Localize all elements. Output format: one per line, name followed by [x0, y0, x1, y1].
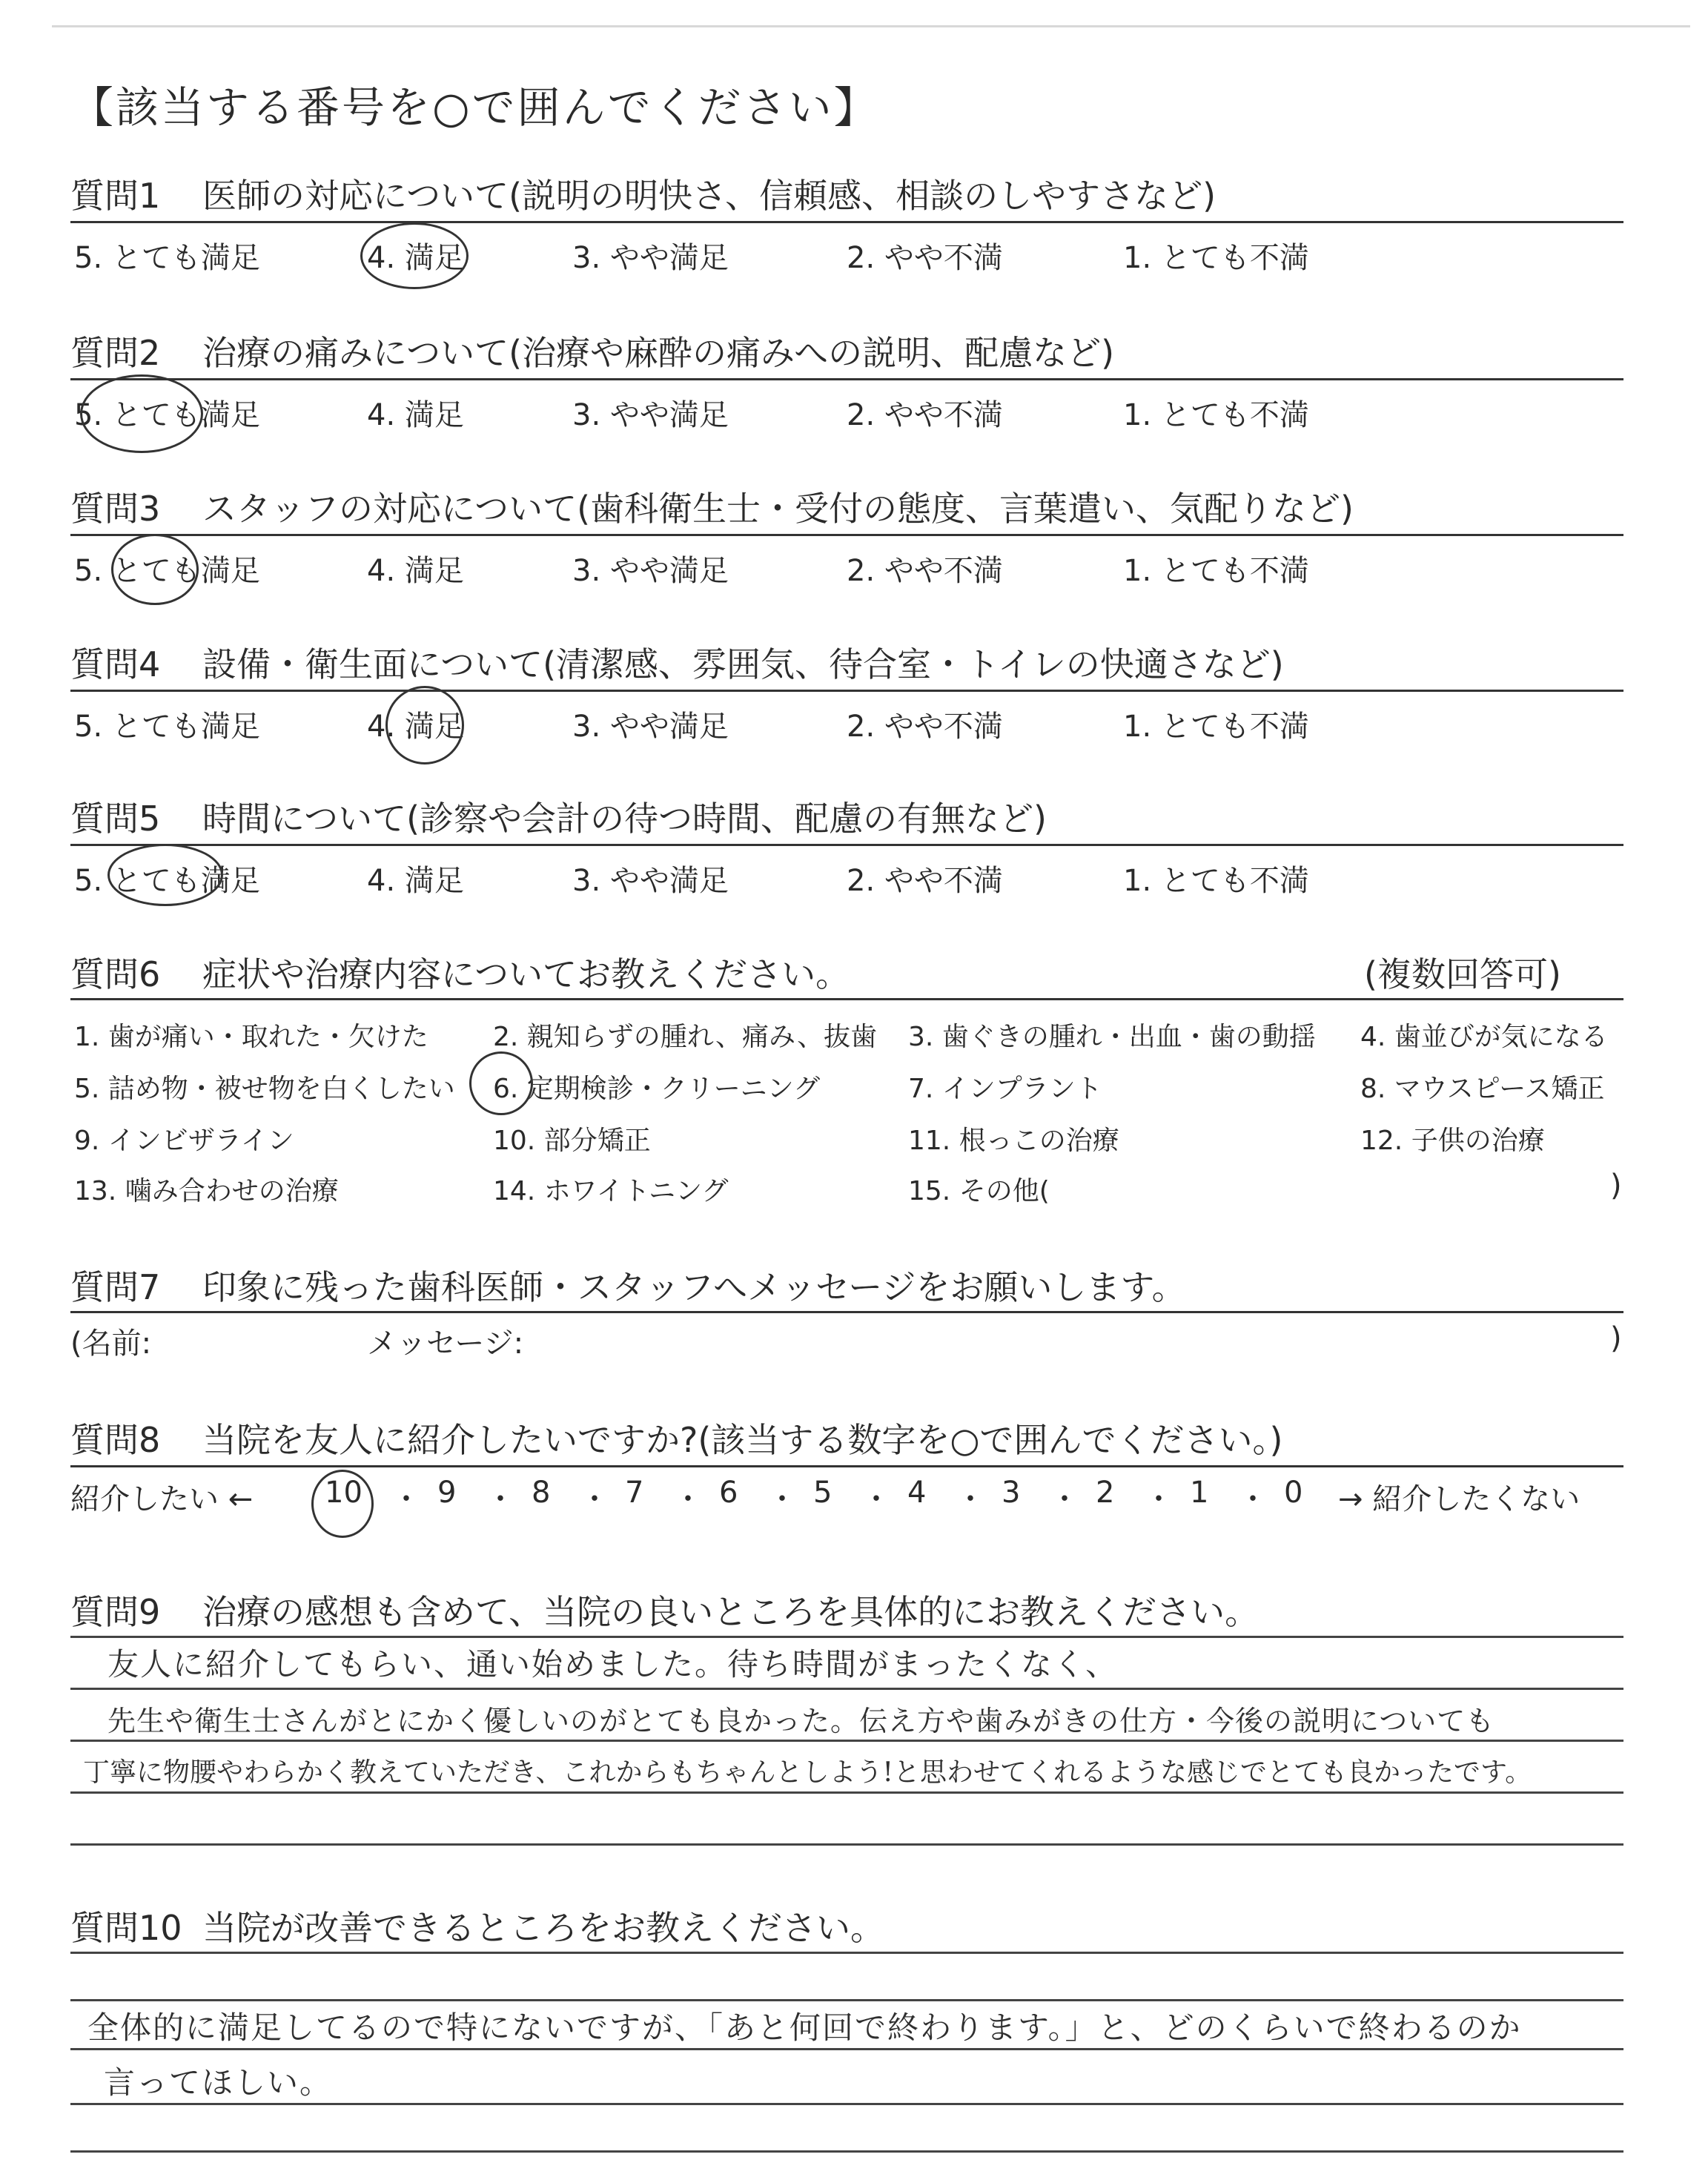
answer-rule: [70, 2048, 1623, 2050]
option-2[interactable]: 2. やや不満: [847, 554, 1003, 588]
answer-line-3: 丁寧に物腰やわらかく教えていただき、これからもちゃんとしよう!と思わせてくれるような感じでとても良かったです。: [83, 1757, 1532, 1788]
option-2[interactable]: 2. やや不満: [847, 864, 1003, 898]
question-label: 質問1: [70, 176, 161, 216]
scale-3[interactable]: 3: [1002, 1476, 1021, 1510]
scale-8[interactable]: 8: [532, 1476, 551, 1510]
question-1: [70, 169, 1627, 218]
question-label: 質問8: [70, 1420, 161, 1460]
option-2[interactable]: 2. やや不満: [847, 241, 1003, 275]
symptom-option-10[interactable]: 10. 部分矯正: [493, 1126, 651, 1156]
question-8: [70, 1413, 1627, 1462]
option-3[interactable]: 3. やや満足: [572, 398, 729, 432]
scale-dot: ・: [1238, 1482, 1268, 1516]
answer-rule: [70, 1791, 1623, 1794]
question-rule: [70, 690, 1623, 692]
option-5[interactable]: 5. とても満足: [74, 710, 260, 744]
scale-6[interactable]: 6: [719, 1476, 738, 1510]
symptom-option-8[interactable]: 8. マウスピース矯正: [1360, 1074, 1605, 1104]
scale-1[interactable]: 1: [1190, 1476, 1209, 1510]
scale-dot: ・: [1050, 1482, 1079, 1516]
scale-5[interactable]: 5: [813, 1476, 833, 1510]
question-text: スタッフの対応について(歯科衛生士・受付の態度、言葉遣い、気配りなど): [202, 489, 1354, 529]
option-3[interactable]: 3. やや満足: [572, 864, 729, 898]
answer-line-1: 友人に紹介してもらい、通い始めました。待ち時間がまったくなく、: [107, 1646, 1119, 1682]
question-label: 質問7: [70, 1267, 161, 1307]
symptom-option-5[interactable]: 5. 詰め物・被せ物を白くしたい: [74, 1074, 455, 1104]
symptom-option-12[interactable]: 12. 子供の治療: [1360, 1126, 1545, 1156]
page-title: 【該当する番号を○で囲んでください】: [70, 82, 879, 133]
scale-2[interactable]: 2: [1096, 1476, 1115, 1510]
recommend-left-label: 紹介したい ←: [70, 1482, 254, 1516]
answer-rule: [70, 2103, 1623, 2105]
symptom-option-15[interactable]: 15. その他(: [908, 1176, 1050, 1206]
top-border: [52, 25, 1690, 27]
question-7: [70, 1261, 1627, 1309]
symptom-option-3[interactable]: 3. 歯ぐきの腫れ・出血・歯の動揺: [908, 1022, 1316, 1052]
option-2[interactable]: 2. やや不満: [847, 710, 1003, 744]
selection-circle: [469, 1051, 533, 1115]
selection-circle: [107, 844, 223, 906]
other-close-paren: ): [1610, 1169, 1622, 1203]
symptom-option-9[interactable]: 9. インビザライン: [74, 1126, 294, 1156]
question-9: [70, 1585, 1627, 1634]
symptom-option-11[interactable]: 11. 根っこの治療: [908, 1126, 1119, 1156]
option-1[interactable]: 1. とても不満: [1123, 554, 1309, 588]
symptom-option-6[interactable]: 6. 定期検診・クリーニング: [493, 1074, 821, 1104]
message-label: メッセージ:: [367, 1327, 524, 1361]
question-3: [70, 482, 1627, 531]
answer-rule: [70, 1688, 1623, 1690]
question-label: 質問4: [70, 644, 161, 684]
scale-dot: ・: [767, 1482, 797, 1516]
answer-rule: [70, 1740, 1623, 1742]
answer-rule: [70, 1952, 1623, 1954]
question-text: 当院を友人に紹介したいですか?(該当する数字を○で囲んでください。): [202, 1420, 1283, 1460]
question-label: 質問10: [70, 1908, 182, 1948]
question-label: 質問6: [70, 954, 161, 994]
question-label: 質問9: [70, 1592, 161, 1632]
option-4[interactable]: 4. 満足: [367, 710, 464, 744]
option-1[interactable]: 1. とても不満: [1123, 241, 1309, 275]
answer-line-2: 言ってほしい。: [104, 2064, 333, 2101]
question-2: [70, 326, 1627, 375]
option-1[interactable]: 1. とても不満: [1123, 864, 1309, 898]
symptom-option-13[interactable]: 13. 噛み合わせの治療: [74, 1176, 339, 1206]
selection-circle: [311, 1470, 374, 1538]
question-rule: [70, 1311, 1623, 1313]
scale-7[interactable]: 7: [625, 1476, 644, 1510]
option-3[interactable]: 3. やや満足: [572, 554, 729, 588]
selection-circle: [80, 374, 203, 453]
question-text: 当院が改善できるところをお教えください。: [202, 1908, 884, 1948]
selection-circle: [360, 222, 469, 289]
question-text: 治療の痛みについて(治療や麻酔の痛みへの説明、配慮など): [202, 333, 1115, 373]
recommend-right-label: → 紹介したくない: [1338, 1482, 1580, 1516]
answer-rule: [70, 1999, 1623, 2001]
scale-10[interactable]: 10: [325, 1476, 363, 1510]
scale-dot: ・: [1144, 1482, 1174, 1516]
option-3[interactable]: 3. やや満足: [572, 710, 729, 744]
question-text: 印象に残った歯科医師・スタッフへメッセージをお願いします。: [202, 1267, 1186, 1307]
selection-circle: [111, 534, 199, 605]
question-rule: [70, 378, 1623, 380]
question-4: [70, 638, 1627, 687]
selection-circle: [385, 686, 464, 764]
scale-9[interactable]: 9: [437, 1476, 457, 1510]
question-text: 設備・衛生面について(清潔感、雰囲気、待合室・トイレの快適さなど): [202, 644, 1284, 684]
answer-rule: [70, 1636, 1623, 1638]
question-rule: [70, 998, 1623, 1000]
option-2[interactable]: 2. やや不満: [847, 398, 1003, 432]
symptom-option-1[interactable]: 1. 歯が痛い・取れた・欠けた: [74, 1022, 428, 1052]
option-5[interactable]: 5. とても満足: [74, 241, 260, 275]
question-label: 質問2: [70, 333, 161, 373]
option-4[interactable]: 4. 満足: [367, 864, 464, 898]
option-3[interactable]: 3. やや満足: [572, 241, 729, 275]
question-rule: [70, 844, 1623, 846]
scale-dot: ・: [956, 1482, 985, 1516]
question-text: 医師の対応について(説明の明快さ、信頼感、相談のしやすさなど): [202, 176, 1217, 216]
symptom-option-2[interactable]: 2. 親知らずの腫れ、痛み、抜歯: [493, 1022, 878, 1052]
question-label: 質問3: [70, 489, 161, 529]
scale-dot: ・: [580, 1482, 609, 1516]
option-5[interactable]: 5. とても満足: [74, 864, 260, 898]
question-rule: [70, 221, 1623, 223]
option-4[interactable]: 4. 満足: [367, 241, 464, 275]
symptom-option-14[interactable]: 14. ホワイトニング: [493, 1176, 729, 1206]
multiple-answer-note: (複数回答可): [1364, 954, 1561, 994]
question-text: 症状や治療内容についてお教えください。: [202, 954, 850, 994]
option-1[interactable]: 1. とても不満: [1123, 710, 1309, 744]
option-5[interactable]: 5. とても満足: [74, 554, 260, 588]
option-1[interactable]: 1. とても不満: [1123, 398, 1309, 432]
question-rule: [70, 1465, 1623, 1467]
name-label: (名前:: [70, 1327, 152, 1361]
message-close-paren: ): [1610, 1321, 1622, 1355]
symptom-option-4[interactable]: 4. 歯並びが気になる: [1360, 1022, 1608, 1052]
symptom-option-7[interactable]: 7. インプラント: [908, 1074, 1102, 1104]
scale-dot: ・: [861, 1482, 891, 1516]
question-label: 質問5: [70, 799, 161, 839]
question-rule: [70, 534, 1623, 536]
question-10: [70, 1901, 1627, 1950]
scale-dot: ・: [391, 1482, 421, 1516]
answer-line-2: 先生や衛生士さんがとにかく優しいのがとても良かった。伝え方や歯みがきの仕方・今後の説明についても: [107, 1705, 1495, 1737]
answer-rule: [70, 1843, 1623, 1846]
scale-dot: ・: [673, 1482, 703, 1516]
answer-rule: [70, 2150, 1623, 2153]
scale-0[interactable]: 0: [1284, 1476, 1303, 1510]
option-5[interactable]: 5. とても満足: [74, 398, 260, 432]
answer-line-1: 全体的に満足してるので特にないですが、「あと何回で終わります。」と、どのくらいで終わるのか: [87, 2009, 1522, 2046]
question-text: 時間について(診察や会計の待つ時間、配慮の有無など): [202, 799, 1047, 839]
option-4[interactable]: 4. 満足: [367, 398, 464, 432]
scale-dot: ・: [486, 1482, 515, 1516]
scale-4[interactable]: 4: [907, 1476, 927, 1510]
option-4[interactable]: 4. 満足: [367, 554, 464, 588]
question-text: 治療の感想も含めて、当院の良いところを具体的にお教えください。: [202, 1592, 1260, 1632]
question-5: [70, 792, 1627, 841]
